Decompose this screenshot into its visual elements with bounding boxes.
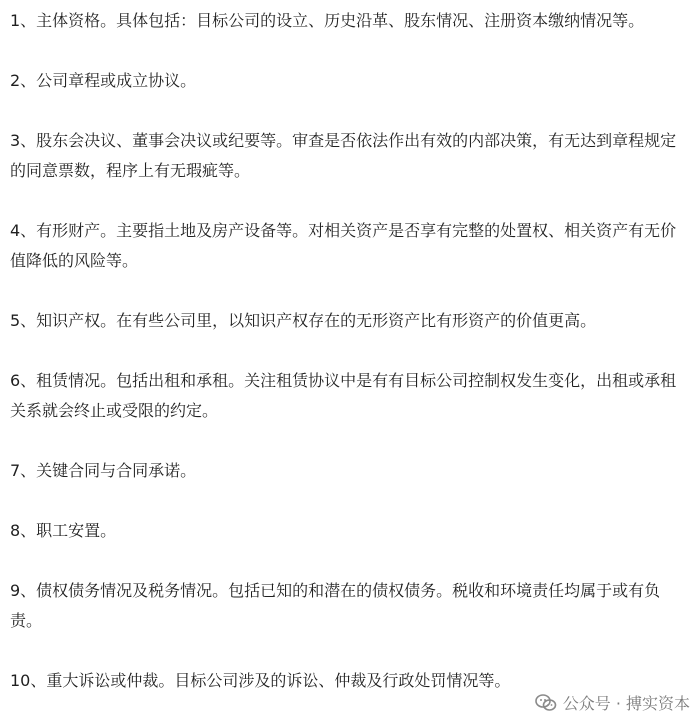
list-item: 9、债权债务情况及税务情况。包括已知的和潜在的债权债务。税收和环境责任均属于或有负责。 <box>10 581 661 630</box>
list-item: 8、职工安置。 <box>10 521 117 540</box>
document-body <box>10 0 690 696</box>
list-item: 7、关键合同与合同承诺。 <box>10 461 197 480</box>
watermark <box>535 691 690 714</box>
list-item: 1、主体资格。具体包括：目标公司的设立、历史沿革、股东情况、注册资本缴纳情况等。 <box>10 11 645 30</box>
watermark-text: 公众号 · 搏实资本 <box>562 694 690 713</box>
list-item: 6、租赁情况。包括出租和承租。关注租赁协议中是有有目标公司控制权发生变化，出租或承租关系就会终止或受限的约定。 <box>10 371 677 420</box>
list-item: 10、重大诉讼或仲裁。目标公司涉及的诉讼、仲裁及行政处罚情况等。 <box>10 671 511 690</box>
list-item: 3、股东会决议、董事会决议或纪要等。审查是否依法作出有效的内部决策，有无达到章程规定的同意票数，程序上有无瑕疵等。 <box>10 131 677 180</box>
list-item: 5、知识产权。在有些公司里，以知识产权存在的无形资产比有形资产的价值更高。 <box>10 311 597 330</box>
list-item: 2、公司章程或成立协议。 <box>10 71 197 90</box>
list-item: 4、有形财产。主要指土地及房产设备等。对相关资产是否享有完整的处置权、相关资产有无价值降低的风险等。 <box>10 221 677 270</box>
wechat-icon <box>535 694 557 712</box>
